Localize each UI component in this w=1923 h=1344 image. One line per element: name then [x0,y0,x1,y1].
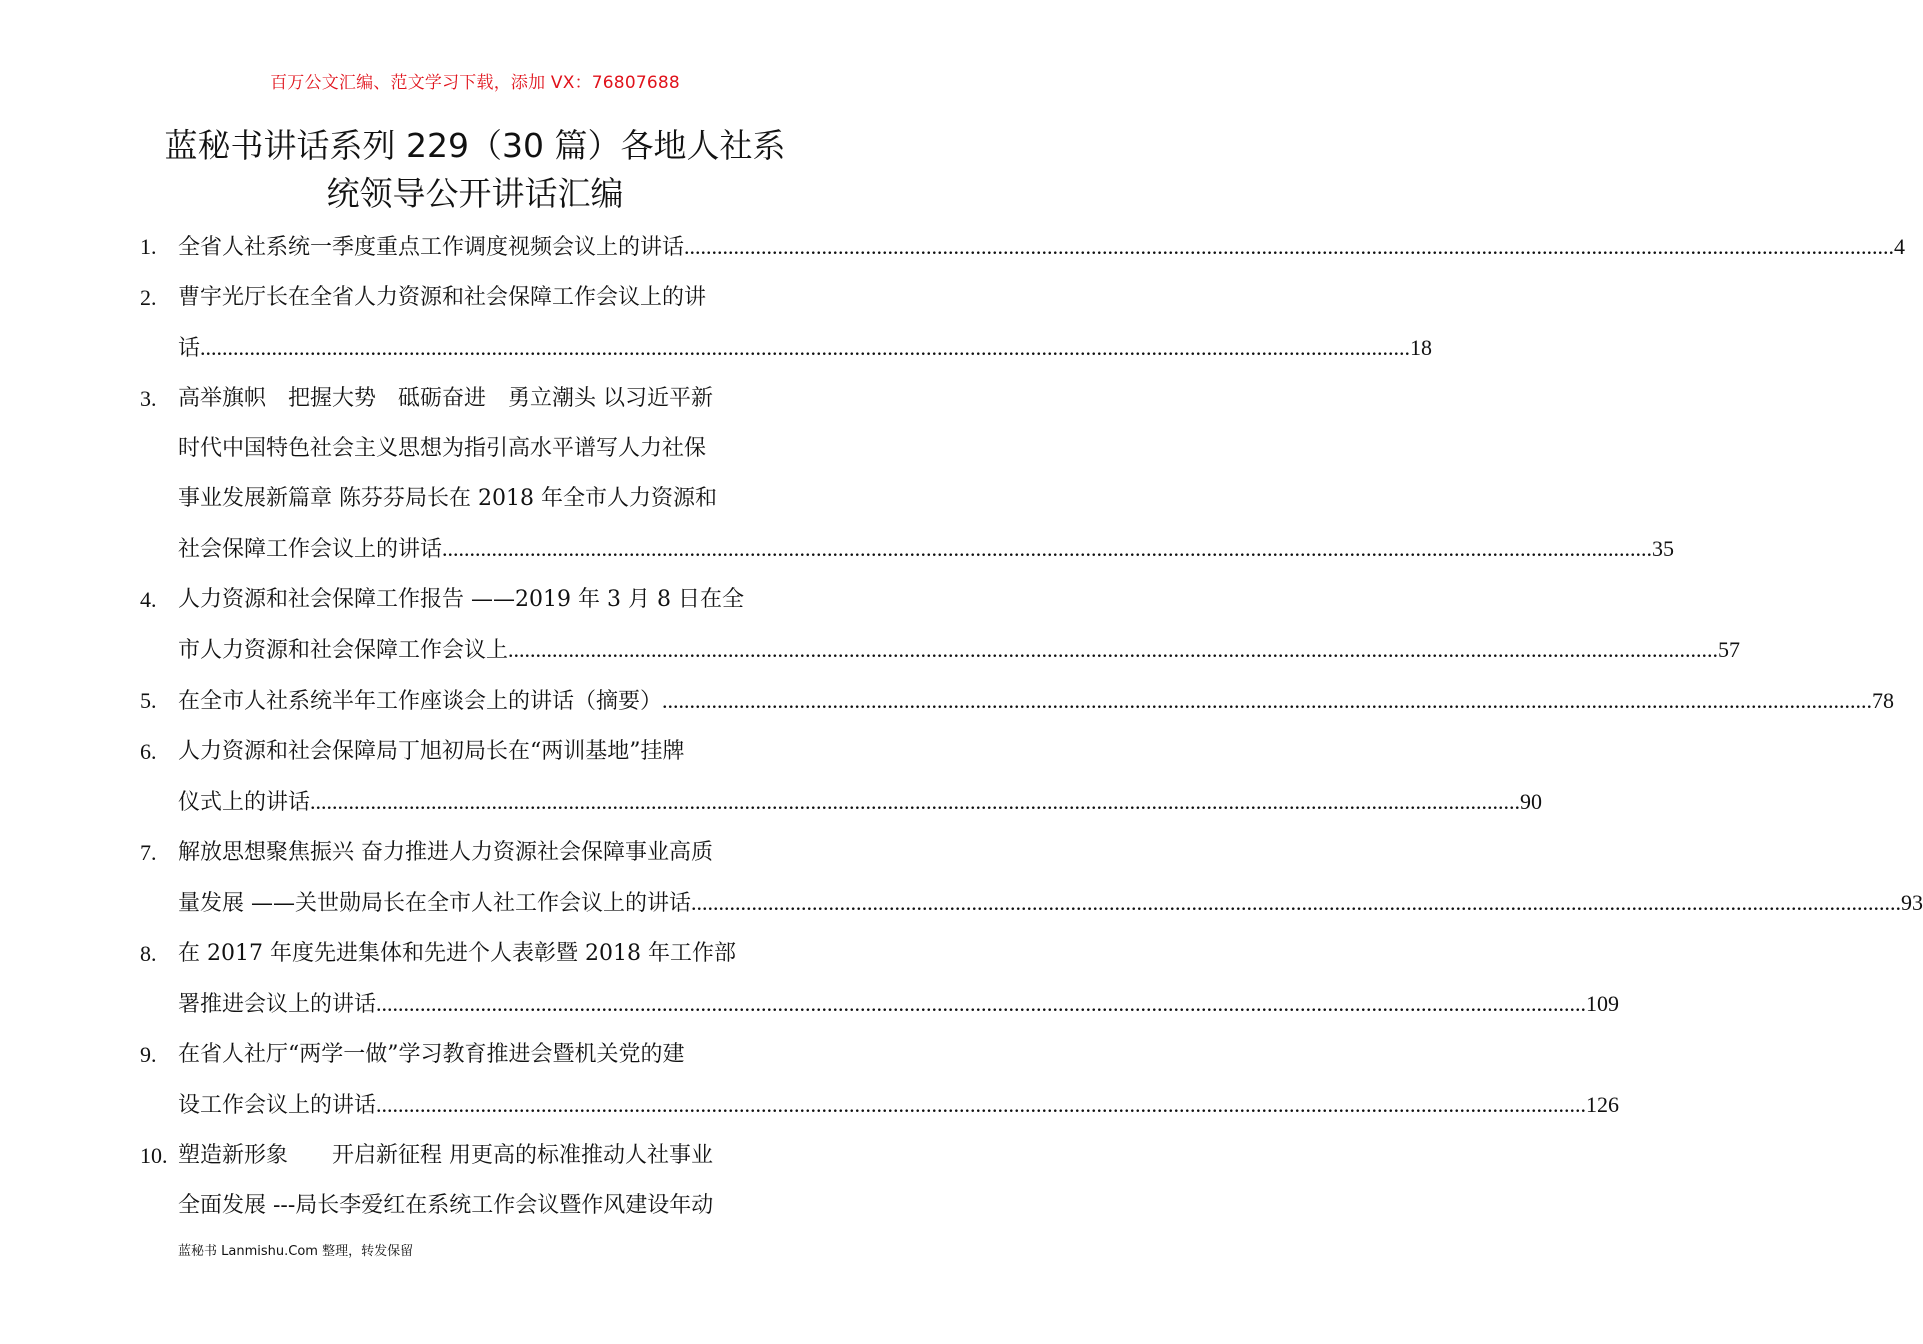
toc-entry-number: 4. [140,587,157,612]
toc-entry[interactable] [140,374,1675,575]
toc-entry-title-end: 设工作会议上的讲话 [178,1093,377,1118]
toc-entry-line: 在 2017 年度先进集体和先进个人表彰暨 2018 年工作部 [178,941,736,966]
toc-entry-title-end: 仪式上的讲话 [178,790,311,815]
table-of-contents [140,222,1923,1231]
dot-leader [442,524,1652,574]
toc-entry-last-line [178,878,1923,929]
toc-entry-line: 在省人社厅“两学一做”学习教育推进会暨机关党的建 [178,1042,685,1067]
header-contact-note: 百万公文汇编、范文学习下载，添加 VX：76807688 [270,73,680,93]
toc-entry-line: 曹宇光厅长在全省人力资源和社会保障工作会议上的讲 [178,285,707,310]
toc-entry[interactable] [140,1030,1620,1131]
title-line-1: 蓝秘书讲话系列 229（30 篇）各地人社系 [164,126,786,165]
toc-entry-number: 10. [140,1143,168,1168]
toc-entry-number: 1. [140,234,157,259]
toc-entry-last-line [178,625,1740,676]
footer-note: 蓝秘书 Lanmishu.Com 整理，转发保留 [178,1244,414,1259]
toc-entry-line: 全面发展 ---局长李爱红在系统工作会议暨作风建设年动 [178,1193,714,1218]
toc-entry[interactable] [140,273,1433,374]
toc-entry-text [178,575,1740,676]
toc-entry-number: 7. [140,840,157,865]
toc-entry[interactable] [140,929,1620,1030]
toc-entry-number: 8. [140,941,157,966]
toc-entry[interactable] [140,727,1543,828]
toc-entry-last-line [178,524,1674,575]
toc-entry-title-end: 署推进会议上的讲话 [178,992,377,1017]
toc-entry-last-line [178,1080,1619,1131]
toc-page-number: 4 [1894,234,1906,259]
toc-entry-number: 2. [140,285,157,310]
toc-entry-line: 人力资源和社会保障工作报告 ——2019 年 3 月 8 日在全 [178,587,744,612]
dot-leader [200,323,1410,373]
dot-leader [662,676,1872,726]
toc-entry-line: 塑造新形象 开启新征程 用更高的标准推动人社事业 [178,1143,713,1168]
dot-leader [376,1080,1586,1130]
toc-entry-title-end: 话 [178,336,201,361]
toc-entry-title-end: 量发展 ——关世勋局长在全市人社工作会议上的讲话 [178,891,691,916]
toc-entry-line: 人力资源和社会保障局丁旭初局长在“两训基地”挂牌 [178,739,685,764]
toc-entry-text [178,222,1905,273]
toc-entry[interactable] [140,1131,808,1231]
toc-page-number: 35 [1652,536,1675,561]
toc-page-number: 18 [1410,335,1433,360]
title-line-2: 统领导公开讲话汇编 [326,174,624,213]
toc-page-number: 126 [1586,1092,1620,1117]
toc-entry[interactable] [140,575,1741,676]
toc-entry-text [178,727,1542,828]
toc-entry-number: 9. [140,1042,157,1067]
toc-page-number: 78 [1872,688,1895,713]
toc-entry-number: 5. [140,688,157,713]
dot-leader [310,777,1520,827]
toc-entry-line: 时代中国特色社会主义思想为指引高水平谱写人力社保 [178,436,707,461]
toc-page-number: 93 [1901,890,1923,915]
toc-entry-title-end: 在全市人社系统半年工作座谈会上的讲话（摘要） [178,689,663,714]
toc-page-number: 57 [1718,637,1741,662]
toc-entry-line: 解放思想聚焦振兴 奋力推进人力资源社会保障事业高质 [178,840,713,865]
toc-entry-text [178,1030,1619,1131]
toc-entry-last-line [178,222,1905,273]
toc-entry-last-line [178,676,1894,727]
toc-page-number: 109 [1586,991,1620,1016]
toc-entry-text [178,374,1674,575]
toc-entry-text [178,828,1923,929]
toc-entry-title-end: 全省人社系统一季度重点工作调度视频会议上的讲话 [178,235,685,260]
toc-entry[interactable] [140,676,1895,727]
toc-entry-last-line [178,323,1432,374]
dot-leader [508,625,1718,675]
dot-leader [684,222,1894,272]
toc-entry-number: 3. [140,386,157,411]
toc-entry-title-end: 市人力资源和社会保障工作会议上 [178,638,509,663]
toc-page-number: 90 [1520,789,1543,814]
toc-entry-last-line [178,979,1619,1030]
toc-entry-number: 6. [140,739,157,764]
toc-entry-text [178,273,1432,374]
toc-entry-text [178,676,1894,727]
toc-entry[interactable] [140,222,1906,273]
toc-entry-last-line [178,777,1542,828]
toc-entry[interactable] [140,828,1923,929]
toc-entry-line: 事业发展新篇章 陈芬芬局长在 2018 年全市人力资源和 [178,486,717,511]
toc-entry-text [178,929,1619,1030]
dot-leader [376,979,1586,1029]
toc-entry-title-end: 社会保障工作会议上的讲话 [178,537,443,562]
dot-leader [691,878,1901,928]
page-title [120,122,830,218]
toc-entry-text [178,1131,808,1231]
toc-entry-line: 高举旗帜 把握大势 砥砺奋进 勇立潮头 以习近平新 [178,386,713,411]
